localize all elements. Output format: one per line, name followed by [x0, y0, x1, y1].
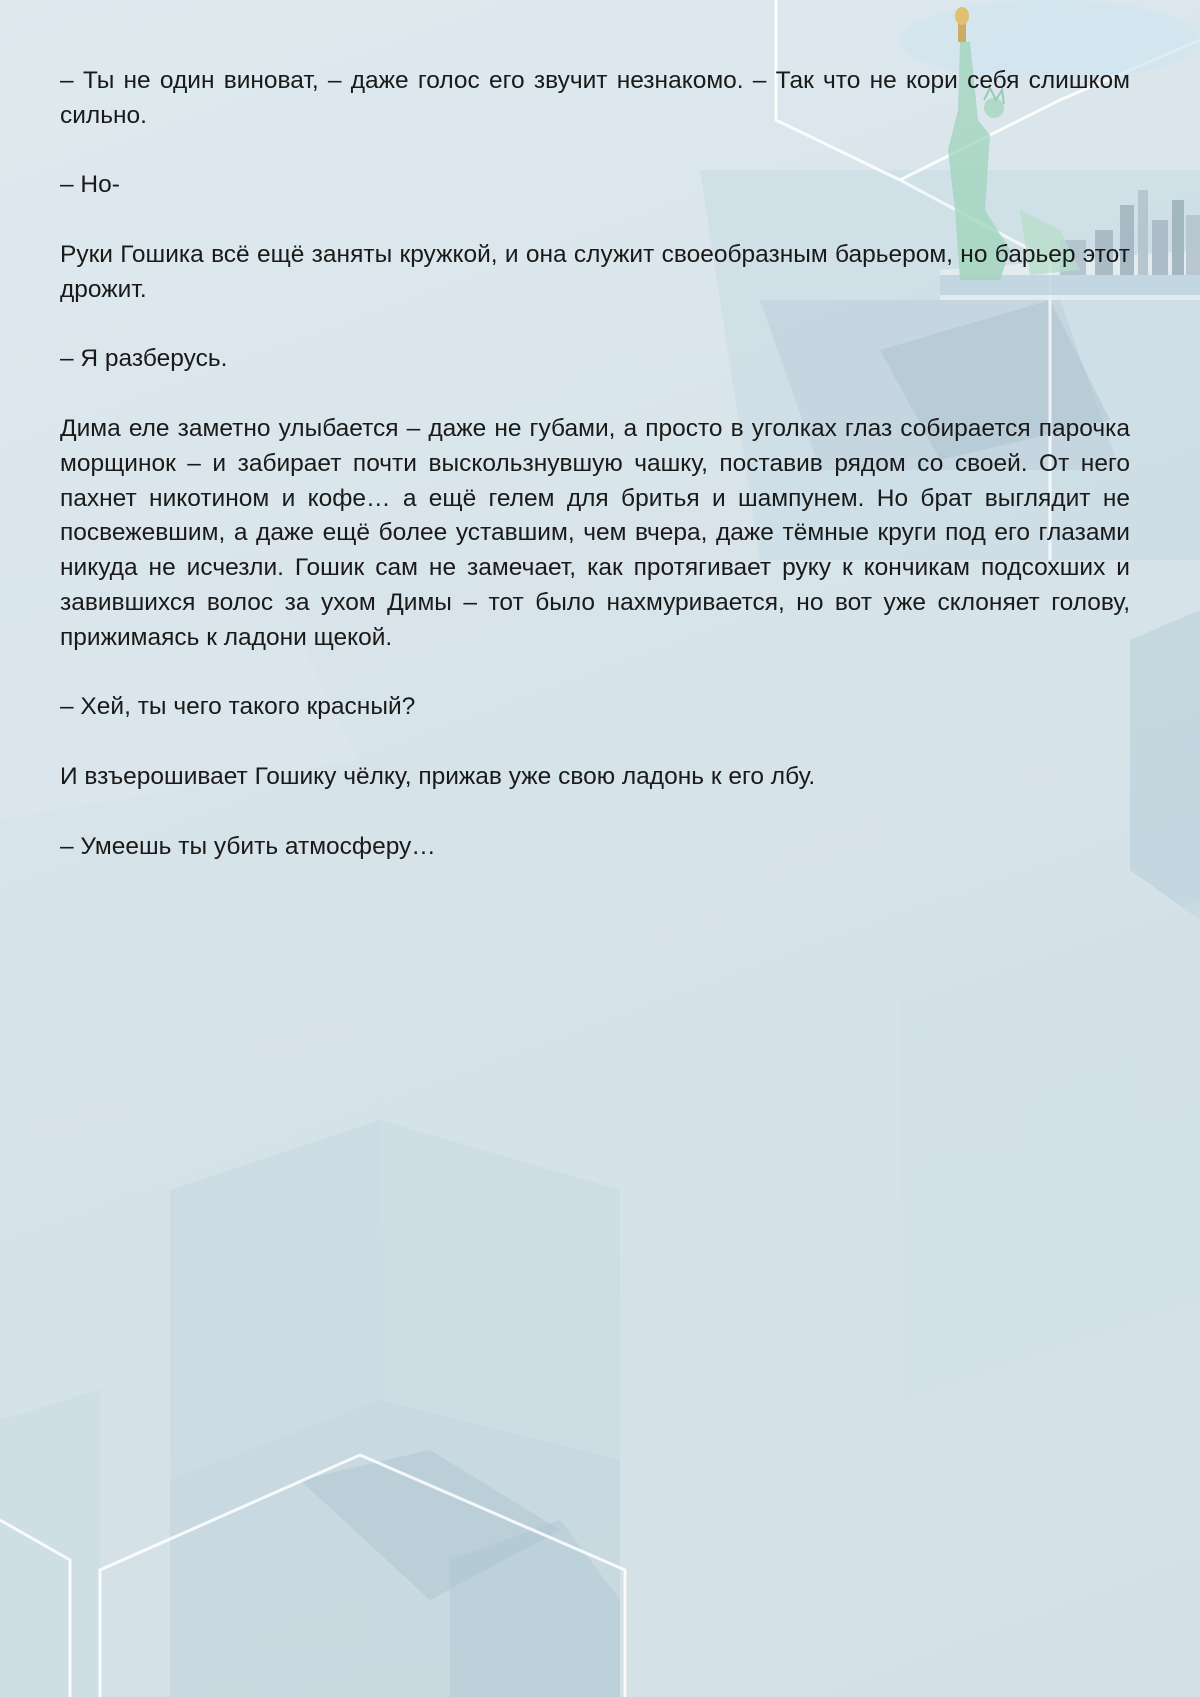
paragraph: – Ты не один виноват, – даже голос его звучит незнакомо. – Так что не кори себя слишком сильно. [60, 67, 1130, 129]
bg-shape [900, 900, 1200, 1400]
story-text [60, 64, 1130, 899]
paragraph: Руки Гошика всё ещё заняты кружкой, и она служит своеобразным барьером, но барьер этот дрожит. [60, 240, 1130, 303]
bg-shape [1130, 610, 1200, 920]
paragraph: – Но- [60, 171, 120, 199]
paragraph: – Я разберусь. [60, 345, 228, 373]
paragraph: – Хей, ты чего такого красный? [60, 693, 416, 721]
paragraph: И взъерошивает Гошику чёлку, прижав уже свою ладонь к его лбу. [60, 762, 816, 790]
paragraph: Дима еле заметно улыбается – даже не губами, а просто в уголках глаз собирается парочка морщинок – и забирает почти выскользнувшую чашку, поставив рядом со своей. От него пахнет никотином и кофе… а ещё гелем для бритья и шампунем. Но брат выглядит не посвежевшим, а даже ещё более уставшим, чем вчера, даже тёмные круги под его глазами никуда не исчезли. Гошик сам не замечает, как протягивает руку к кончикам подсохших и завившихся волос за ухом Димы – тот было нахмуривается, но вот уже склоняет голову, прижимаясь к ладони щекой. [60, 414, 1130, 651]
paragraph: – Умеешь ты убить атмосферу… [60, 832, 436, 860]
bg-shape [0, 1390, 100, 1697]
